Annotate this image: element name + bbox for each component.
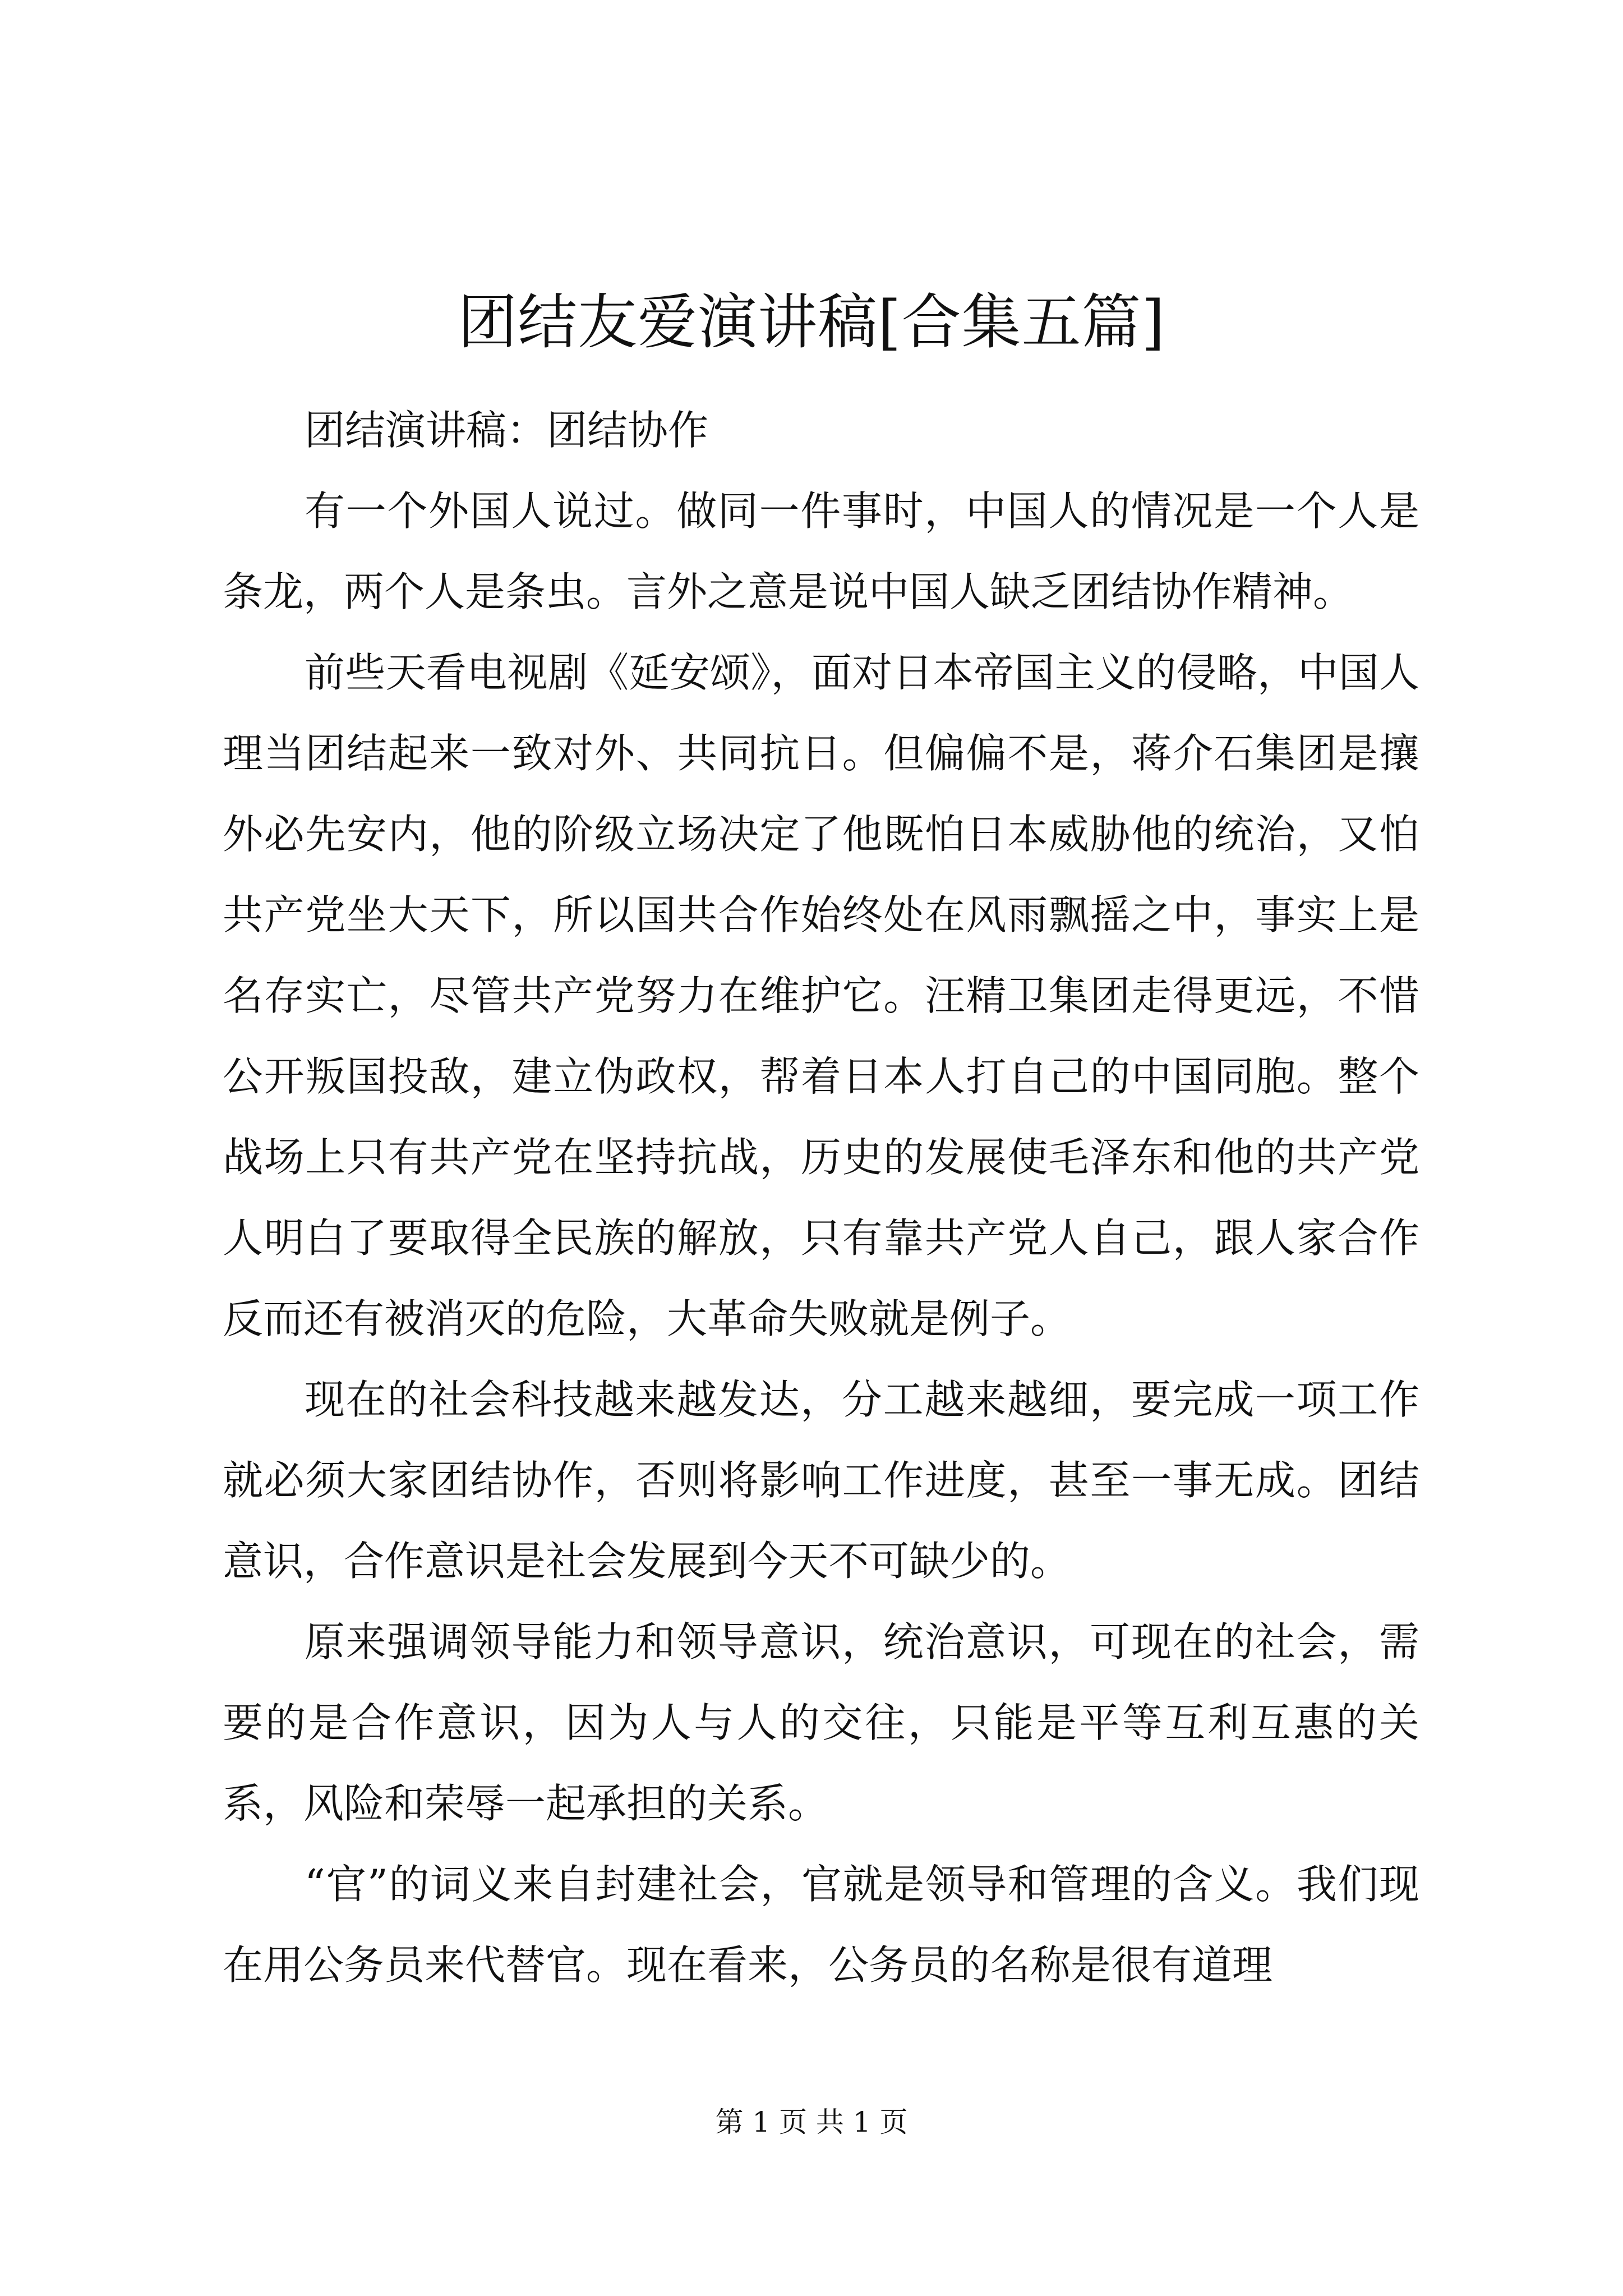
paragraph-subtitle: 团结演讲稿：团结协作 [305, 407, 709, 454]
page-footer: 第 1 页 共 1 页 [715, 2106, 908, 2138]
paragraph: 有一个外国人说过。做同一件事时，中国人的情况是一个人是条龙，两个人是条虫。言外之意是说中国人缺乏团结协作精神。 [223, 487, 1419, 615]
paragraph: “官”的词义来自封建社会，官就是领导和管理的含义。我们现在用公务员来代替官。现在看来，公务员的名称是很有道理 [223, 1861, 1419, 1989]
document-title: 团结友爱演讲稿[合集五篇] [458, 288, 1165, 357]
document-body [223, 390, 1419, 2005]
paragraph: 原来强调领导能力和领导意识，统治意识，可现在的社会，需要的是合作意识，因为人与人的交往，只能是平等互利互惠的关系，风险和荣辱一起承担的关系。 [223, 1618, 1419, 1827]
paragraph: 前些天看电视剧《延安颂》，面对日本帝国主义的侵略，中国人理当团结起来一致对外、共同抗日。但偏偏不是，蒋介石集团是攘外必先安内，他的阶级立场决定了他既怕日本威胁他的统治，又怕共产党坐大天下，所以国共合作始终处在风雨飘摇之中，事实上是名存实亡，尽管共产党努力在维护它。汪精卫集团走得更远，不惜公开叛国投敌，建立伪政权，帮着日本人打自己的中国同胞。整个战场上只有共产党在坚持抗战，历史的发展使毛泽东和他的共产党人明白了要取得全民族的解放，只有靠共产党人自己，跟人家合作反而还有被消灭的危险，大革命失败就是例子。 [223, 649, 1419, 1342]
paragraph: 现在的社会科技越来越发达，分工越来越细，要完成一项工作就必须大家团结协作，否则将影响工作进度，甚至一事无成。团结意识，合作意识是社会发展到今天不可缺少的。 [223, 1376, 1419, 1585]
